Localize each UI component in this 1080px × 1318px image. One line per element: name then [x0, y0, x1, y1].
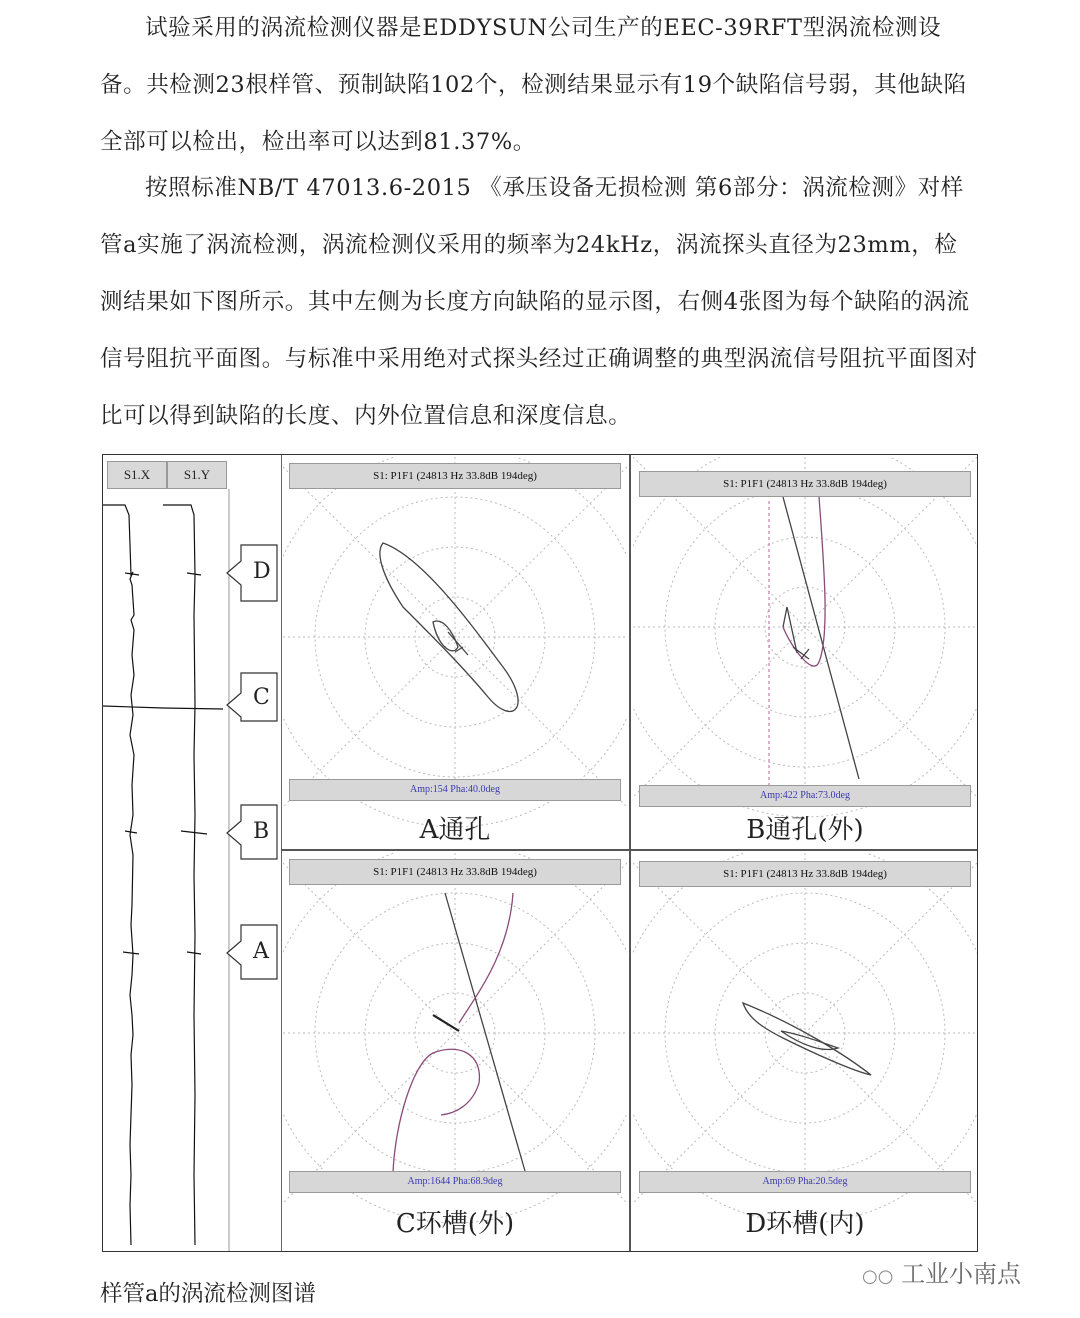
marker-b: B [253, 819, 270, 844]
panel-d-readout: Amp:69 Pha:20.5deg [639, 1171, 971, 1193]
marker-d: D [253, 559, 271, 584]
panel-b-readout: Amp:422 Pha:73.0deg [639, 785, 971, 807]
panel-b-title: S1: P1F1 (24813 Hz 33.8dB 194deg) [639, 471, 971, 497]
defect-flags [221, 455, 281, 1251]
panel-d-label: D环槽(内) [745, 1209, 865, 1239]
panel-c-readout: Amp:1644 Pha:68.9deg [289, 1171, 621, 1193]
trace-y [163, 505, 195, 1245]
panel-a [283, 457, 627, 847]
panel-b [633, 457, 977, 847]
strip-header-y: S1.Y [167, 461, 227, 489]
trace-x [103, 505, 134, 1245]
watermark-text: 工业小南点 [901, 1260, 1022, 1288]
panel-d [633, 853, 977, 1249]
panel-a-label: A通孔 [419, 815, 491, 845]
panel-c [283, 853, 627, 1249]
paragraph-2: 按照标准NB/T 47013.6-2015 《承压设备无损检测 第6部分：涡流检测》对样管a实施了涡流检测，涡流检测仪采用的频率为24kHz，涡流探头直径为23mm，检测结果如下图所示。其中左侧为长度方向缺陷的显示图，右侧4张图为每个缺陷的涡流信号阻抗平面图。与标准中采用绝对式探头经过正确调整的典型涡流信号阻抗平面图对比可以得到缺陷的长度、内外位置信息和深度信息。 [100, 175, 978, 429]
panel-d-title: S1: P1F1 (24813 Hz 33.8dB 194deg) [639, 861, 971, 887]
panel-b-label: B通孔(外) [746, 815, 864, 845]
panel-c-title: S1: P1F1 (24813 Hz 33.8dB 194deg) [289, 859, 621, 885]
watermark [862, 1254, 1021, 1289]
panel-a-readout: Amp:154 Pha:40.0deg [289, 779, 621, 801]
paragraph-1: 试验采用的涡流检测仪器是EDDYSUN公司生产的EEC-39RFT型涡流检测设备。共检测23根样管、预制缺陷102个，检测结果显示有19个缺陷信号弱，其他缺陷全部可以检出，检出率可以达到81.37%。 [100, 15, 967, 155]
marker-a: A [253, 939, 269, 964]
eddy-current-figure [102, 454, 978, 1252]
panel-a-title: S1: P1F1 (24813 Hz 33.8dB 194deg) [289, 463, 621, 489]
strip-chart [103, 455, 282, 1251]
strip-header-x: S1.X [107, 461, 167, 489]
wechat-icon: ○○ [862, 1266, 894, 1287]
marker-c: C [253, 685, 270, 710]
figure-caption: 样管a的涡流检测图谱 [100, 1281, 316, 1307]
panel-c-label: C环槽(外) [395, 1209, 515, 1239]
